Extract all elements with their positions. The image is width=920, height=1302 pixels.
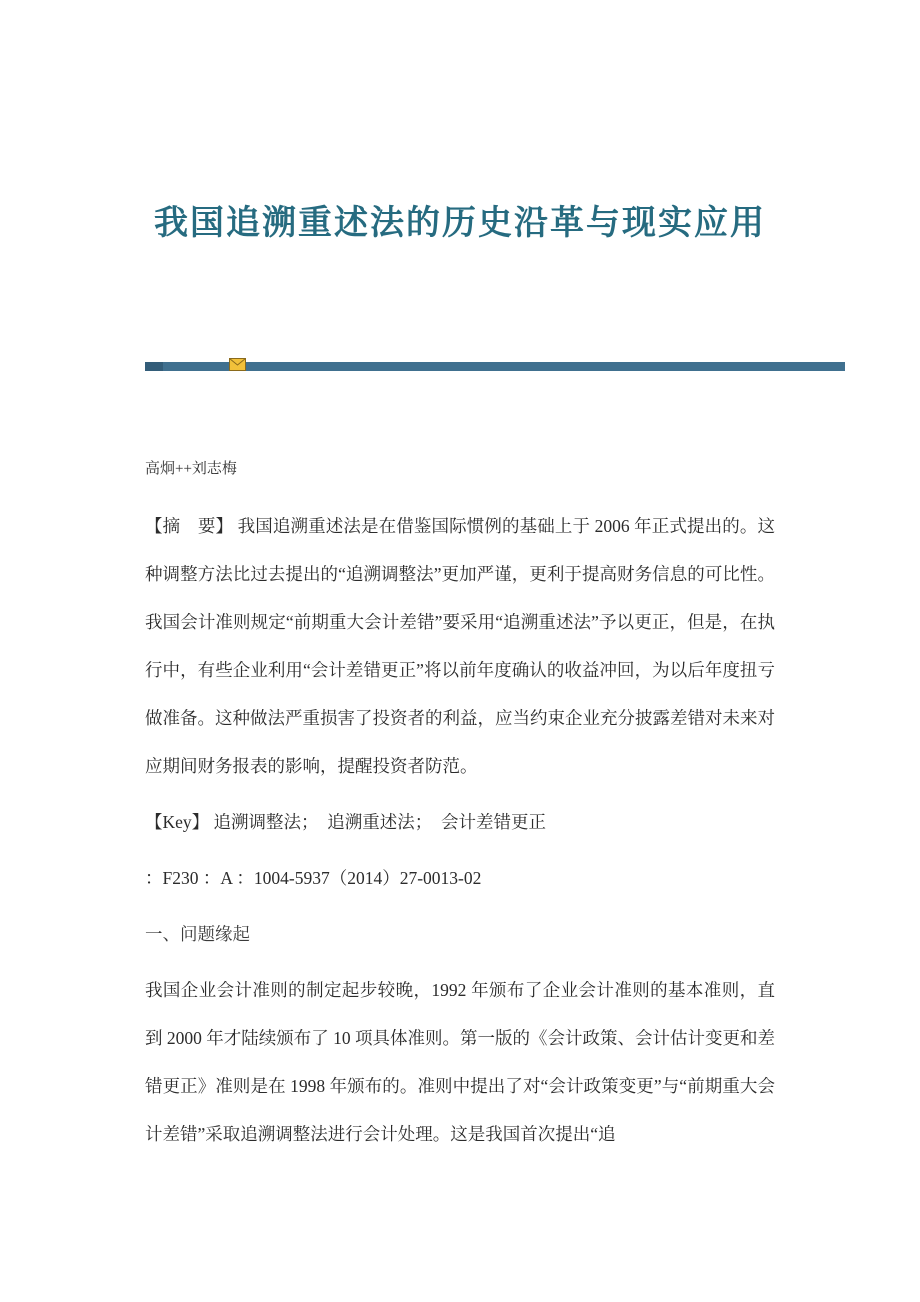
document-body — [145, 502, 775, 1158]
envelope-icon — [229, 358, 246, 371]
classification-line: ：F230 ：A ：1004-5937（2014）27-0013-02 — [145, 868, 482, 889]
title-divider-bar — [145, 362, 845, 371]
keywords-line: 【Key】 追溯调整法； 追溯重述法； 会计差错更正 — [145, 812, 547, 833]
divider-left-cap — [145, 362, 163, 371]
abstract-paragraph: 【摘 要】 我国追溯重述法是在借鉴国际惯例的基础上于 2006 年正式提出的。这种调整方法比过去提出的“追溯调整法”更加严谨，更利于提高财务信息的可比性。我国会计准则规定“前期重大会计差错”要采用“追溯重述法”予以更正，但是，在执行中，有些企业利用“会计差错更正”将以前年度确认的收益冲回，为以后年度扭亏做准备。这种做法严重损害了投资者的利益，应当约束企业充分披露差错对未来对应期间财务报表的影响，提醒投资者防范。 — [145, 516, 775, 777]
body-paragraph: 我国企业会计准则的制定起步较晚，1992 年颁布了企业会计准则的基本准则，直到 2000 年才陆续颁布了 10 项具体准则。第一版的《会计政策、会计估计变更和差错更正》准则是在 1998 年颁布的。准则中提出了对“会计政策变更”与“前期重大会计差错”采取追溯调整法进行会计处理。这是我国首次提出“追 — [145, 980, 775, 1145]
author-line: 高炯++刘志梅 — [145, 461, 237, 478]
page-title: 我国追溯重述法的历史沿革与现实应用 — [154, 205, 766, 242]
section-heading: 一、问题缘起 — [145, 924, 250, 945]
